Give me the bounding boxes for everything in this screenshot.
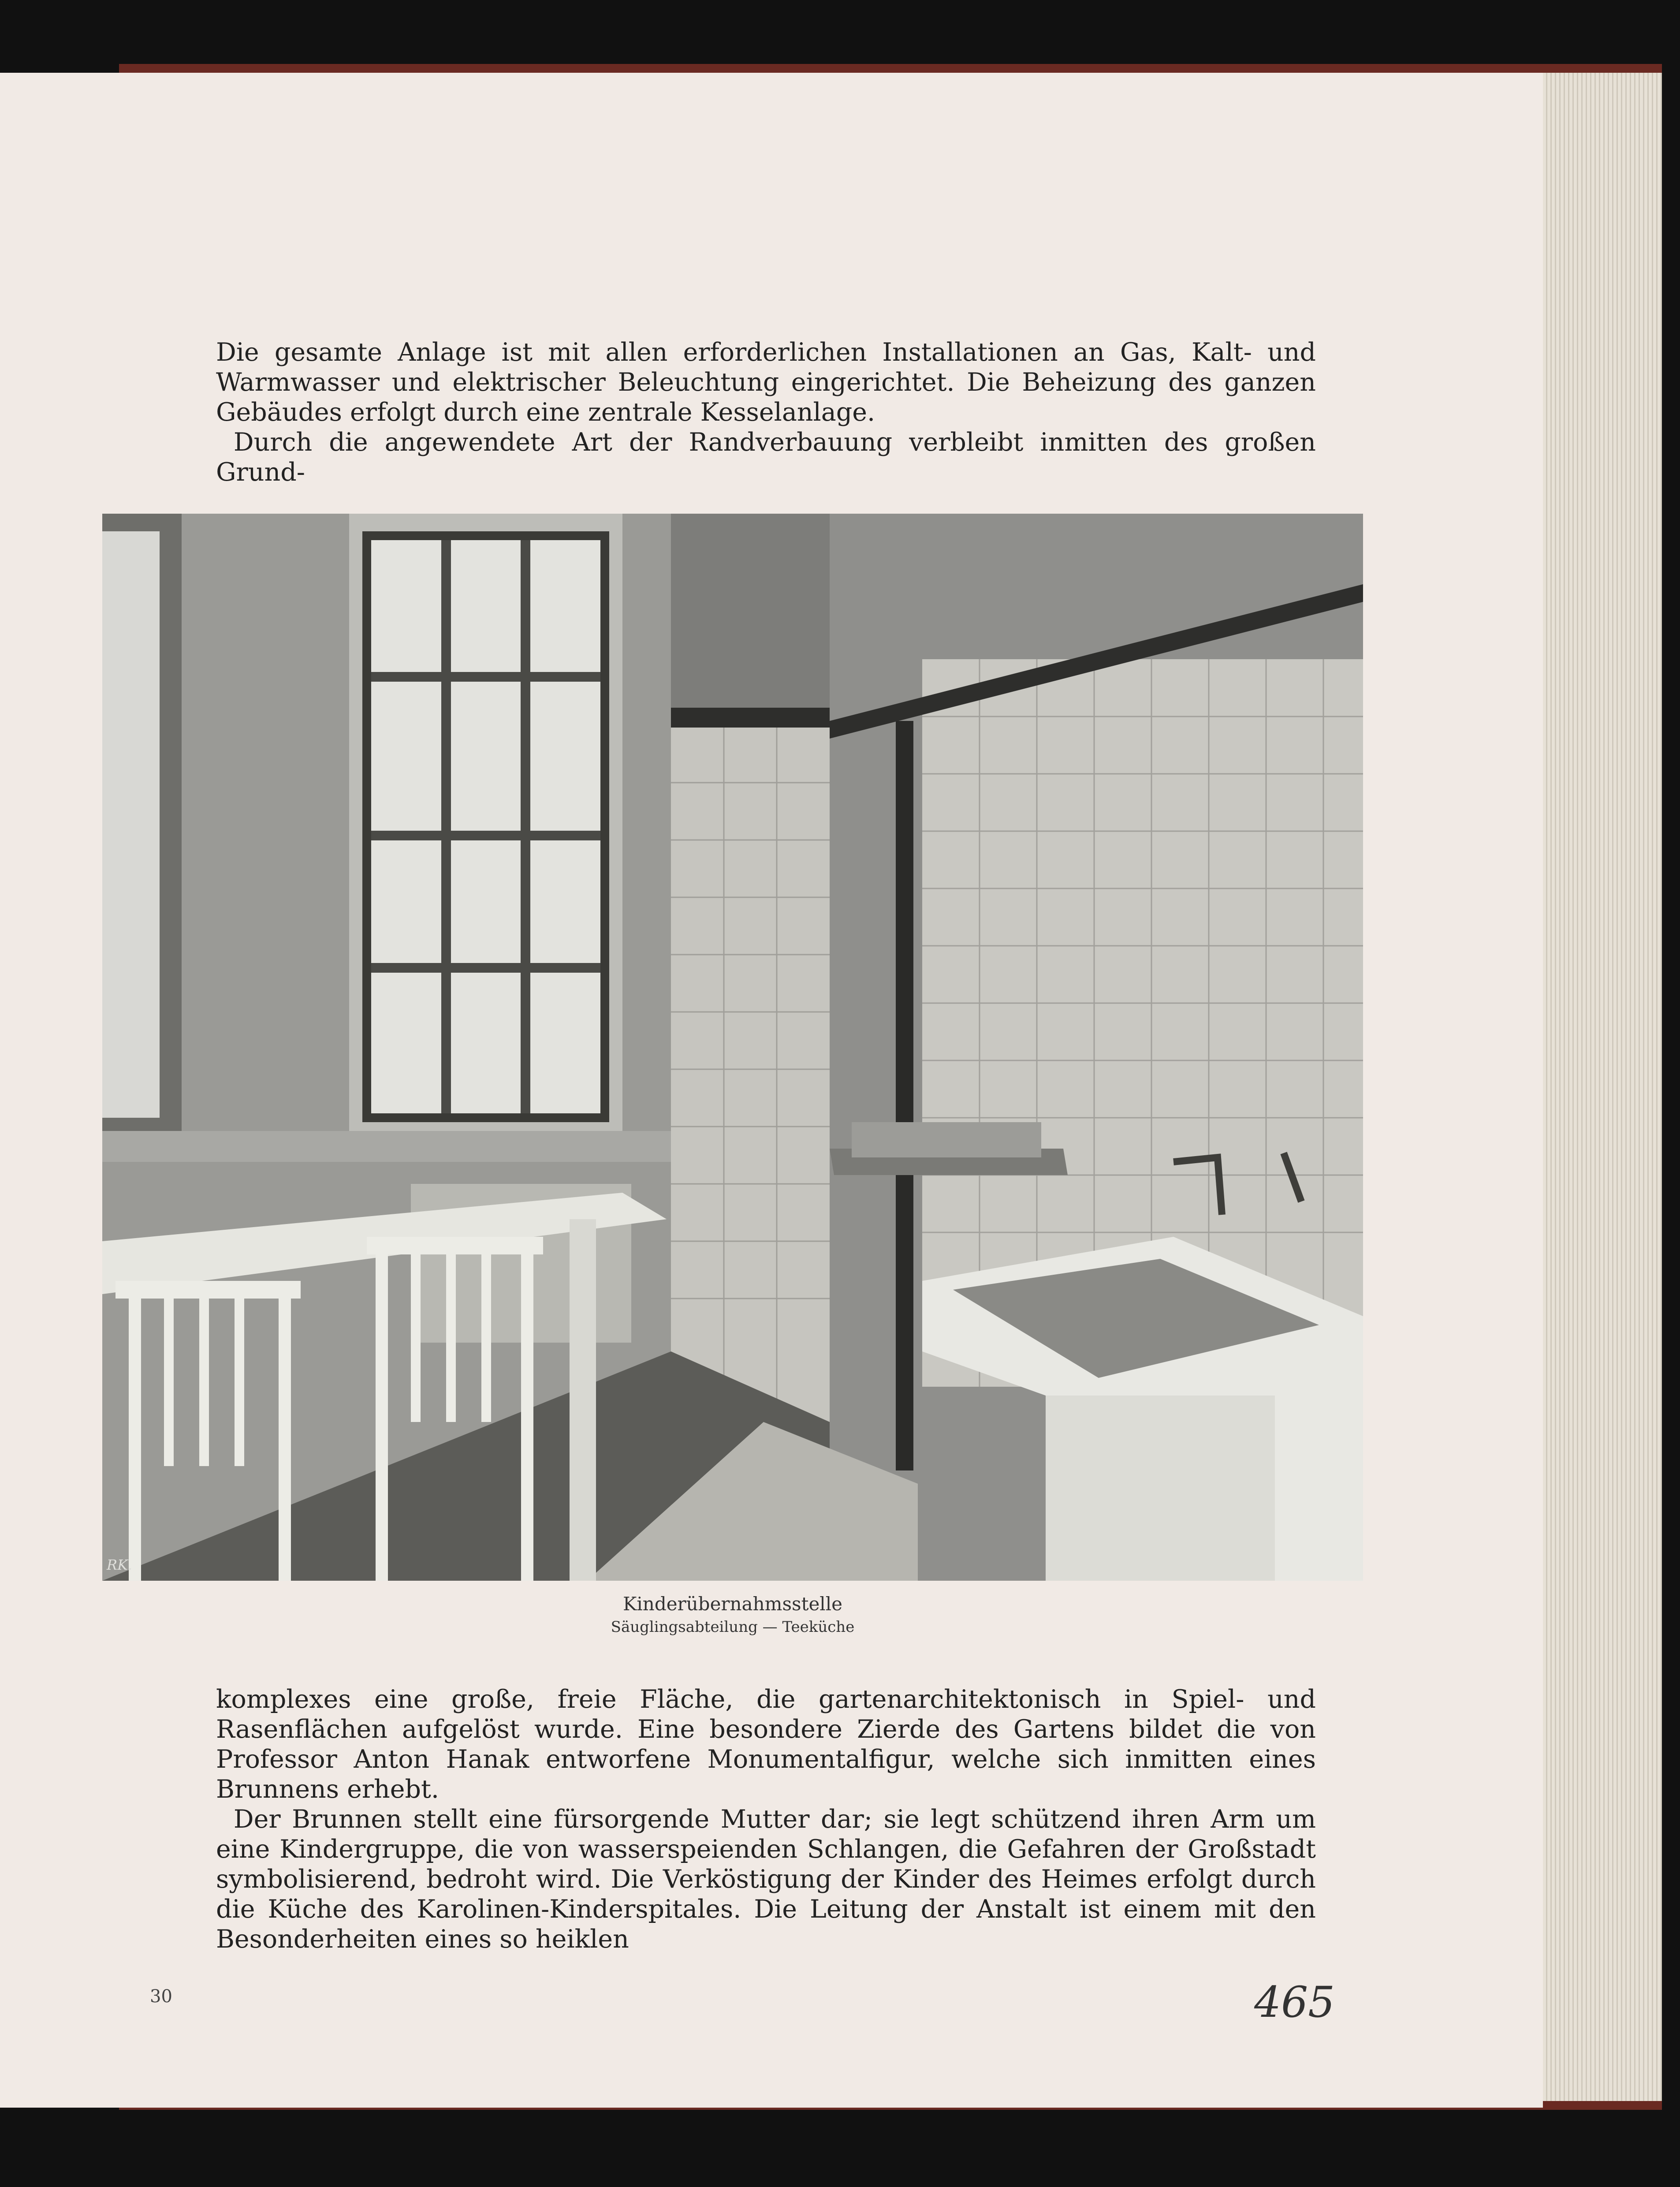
body-text-bottom <box>216 1684 1316 1954</box>
paragraph: Der Brunnen stellt eine fürsorgende Mutter dar; sie legt schützend ihren Arm um eine Kindergruppe, die von wasserspeienden Schlangen, die Gefahren der Großstadt symbolisierend, bedroht wird. Die Verköstigung der Kinder des Heimes erfolgt durch die Küche des Karolinen-Kinderspitales. Die Leitung der Anstalt ist einem mit den Besonderheiten eines so heiklen <box>216 1805 1316 1954</box>
kitchen-photo <box>102 514 1363 1581</box>
photo-caption-title: Kinderübernahmsstelle <box>622 1593 843 1615</box>
page-edges <box>1530 73 1662 2101</box>
photo-signature: RK. <box>107 1556 133 1573</box>
paragraph: Die gesamte Anlage ist mit allen erforderlichen Installationen an Gas, Kalt- und Warmwasser und elektrischer Beleuchtung eingerichtet. Die Beheizung des ganzen Gebäudes erfolgt durch eine zentrale Kesselanlage. <box>216 338 1316 427</box>
paragraph: komplexes eine große, freie Fläche, die gartenarchitektonisch in Spiel- und Rasenflächen aufgelöst wurde. Eine besondere Zierde des Gartens bildet die von Professor Anton Hanak entworfene Monumentalfigur, welche sich inmitten eines Brunnens erhebt. <box>216 1685 1316 1804</box>
sheet-number: 30 <box>150 1986 172 2007</box>
photo-caption-subtitle: Säuglingsabteilung — Teeküche <box>611 1618 855 1636</box>
page-number-handwritten: 465 <box>1254 1978 1335 2027</box>
book-page <box>0 73 1543 2108</box>
body-text-top <box>216 337 1316 487</box>
paragraph: Durch die angewendete Art der Randverbauung verbleibt inmitten des großen Grund- <box>216 428 1316 487</box>
